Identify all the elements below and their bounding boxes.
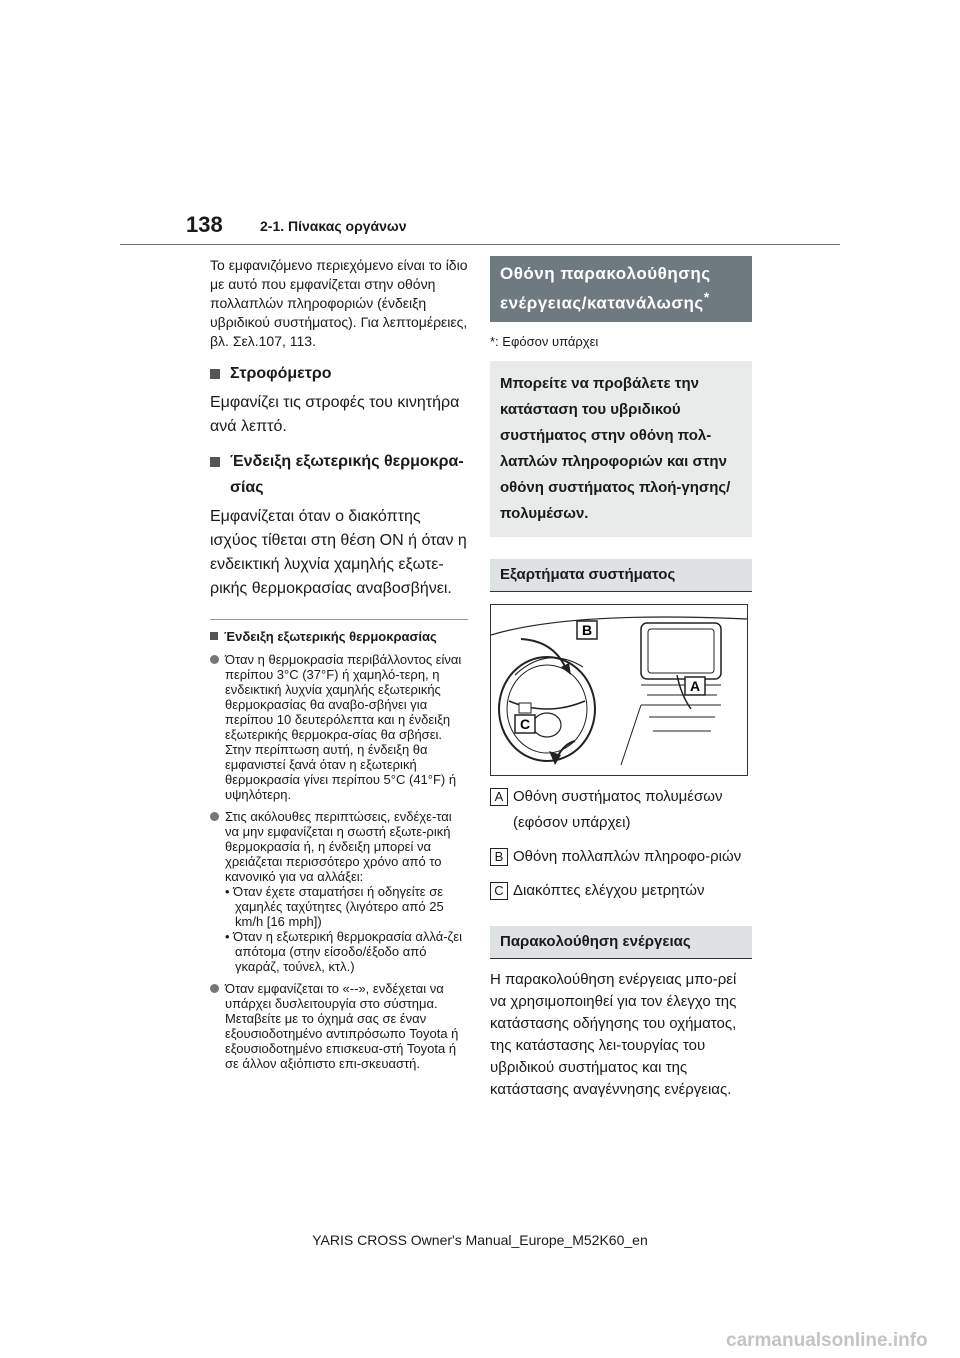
square-bullet-icon [210,632,218,640]
summary-text: Μπορείτε να προβάλετε την κατάσταση του υβριδικού συστήματος στην οθόνη πολ-λαπλών πληροφοριών και στην οθόνη συστήματος πλοή-γησης/πολυμέσων. [500,375,731,522]
note-heading [210,628,468,645]
steering-hub [533,713,561,737]
note-bullet-3 [210,981,468,1071]
square-bullet-icon [210,457,220,467]
outside-temp-heading [210,449,468,501]
energy-title: Παρακολούθηση ενέργειας [500,933,691,950]
footer-text: YARIS CROSS Owner's Manual_Europe_M52K60_en [312,1232,648,1248]
circle-bullet-icon [210,984,219,993]
console-edge [621,705,641,765]
center-console-lines [641,685,721,731]
energy-monitor-title-box [490,256,752,322]
legend-letter-c: C [490,882,508,900]
arrow-b-head-icon [561,663,571,675]
tachometer-title: Στροφόμετρο [230,365,332,382]
footnote: *: Εφόσον υπάρχει [490,334,599,349]
note-title: Ένδειξη εξωτερικής θερμοκρασίας [224,629,437,644]
tachometer-heading [210,361,468,387]
circle-bullet-icon [210,812,219,821]
note-bullet-3-text: Όταν εμφανίζεται το «--», ενδέχεται να υπάρχει δυσλειτουργία στο σύστημα. Μεταβείτε με το όχημά σας σε έναν εξουσιοδοτημένο αντιπρόσωπο Toyota ή εξουσιοδοτημένο επισκευα-στή Toyota ή σε άλλον αξιόπιστο επι-σκευαστή. [225,981,459,1071]
energy-text: Η παρακολούθηση ενέργειας μπο-ρεί να χρησιμοποιηθεί για τον έλεγχο της κατάστασης οδήγησης του οχήματος, της κατάστασης λει-τουργίας του υβριδικού συστήματος και της κατάστασης αναγέννησης ενέργειας. [490,971,737,1098]
circle-bullet-icon [210,655,219,664]
note-bullet-2-text: Στις ακόλουθες περιπτώσεις, ενδέχε-ται να μην εμφανίζεται η σωστή εξωτε-ρική θερμοκρασία ή, η ένδειξη μπορεί να χρειάζεται περισσότερο χρόνο από το κανονικό για να αλλάξει: [225,809,452,884]
energy-monitor-title: Οθόνη παρακολούθησης ενέργειας/κατανάλωσης [500,264,711,313]
asterisk-mark: * [703,290,710,306]
note-bullet-1-text: Όταν η θερμοκρασία περιβάλλοντος είναι περίπου 3°C (37°F) ή χαμηλό-τερη, η ενδεικτική λυχνία χαμηλής εξωτερικής θερμοκρασίας θα αναβο-σβήνει για περίπου 10 δευτερόλεπτα και η ένδειξη εξωτερικής θερμοκρα-σίας θα σβήσει. Στην περίπτωση αυτή, η ένδειξη θα εμφανιστεί ξανά όταν η εξωτερική θερμοκρασία γίνει περίπου 5°C (41°F) ή υψηλότερη. [225,652,462,802]
legend-text-a: Οθόνη συστήματος πολυμέσων (εφόσον υπάρχει) [513,788,723,831]
components-heading [490,559,752,592]
watermark: carmanualsonline.info [726,1330,928,1351]
legend-item-c [490,878,752,904]
note-sub-item-1: • Όταν έχετε σταματήσει ή οδηγείτε σε χαμηλές ταχύτητες (λιγότερο από 25 km/h [16 mph]) [225,884,444,929]
summary-box [490,361,752,537]
arrow-b [521,639,567,671]
note-sub-list [225,884,468,974]
note-bullet-2 [210,809,468,974]
square-bullet-icon [210,369,220,379]
note-sub-item-2: • Όταν η εξωτερική θερμοκρασία αλλά-ζει απότομα (στην είσοδο/έξοδο από γκαράζ, τούνελ, κτλ.) [225,929,462,974]
dashboard-illustration [490,604,748,776]
label-a: A [689,678,701,694]
intro-text: Το εμφανιζόμενο περιεχόμενο είναι το ίδιο με αυτό που εμφανίζεται στην οθόνη πολλαπλών πληροφοριών (ένδειξη υβριδικού συστήματος). Για λεπτομέρειες, βλ. Σελ.107, 113. [210,257,468,349]
right-column [490,256,752,1101]
outside-temp-text: Εμφανίζεται όταν ο διακόπτης ισχύος τίθεται στη θέση ON ή όταν η ενδεικτική λυχνία χαμηλής εξωτε-ρικής θερμοκρασίας αναβοσβήνει. [210,508,467,597]
legend-item-b [490,844,752,870]
legend-item-a [490,784,752,836]
note-divider [210,619,468,620]
dashboard-drawing [491,605,747,775]
header-rule [120,244,840,245]
legend-letter-a: A [490,788,508,806]
label-b: B [581,622,593,638]
tachometer-text: Εμφανίζει τις στροφές του κινητήρα ανά λεπτό. [210,394,460,435]
left-column [210,256,468,1071]
legend-letter-b: B [490,848,508,866]
components-title: Εξαρτήματα συστήματος [500,566,676,583]
legend-text-c: Διακόπτες ελέγχου μετρητών [513,882,705,899]
note-bullet-1 [210,652,468,802]
multimedia-screen [648,629,714,673]
label-c: C [519,716,531,732]
page-number: 138 [186,212,223,237]
section-title: 2-1. Πίνακας οργάνων [260,218,407,234]
meter-control-switch [519,703,531,713]
outside-temp-title: Ένδειξη εξωτερικής θερμοκρα-σίας [230,453,464,496]
energy-heading [490,926,752,959]
legend-text-b: Οθόνη πολλαπλών πληροφο-ριών [513,848,742,865]
